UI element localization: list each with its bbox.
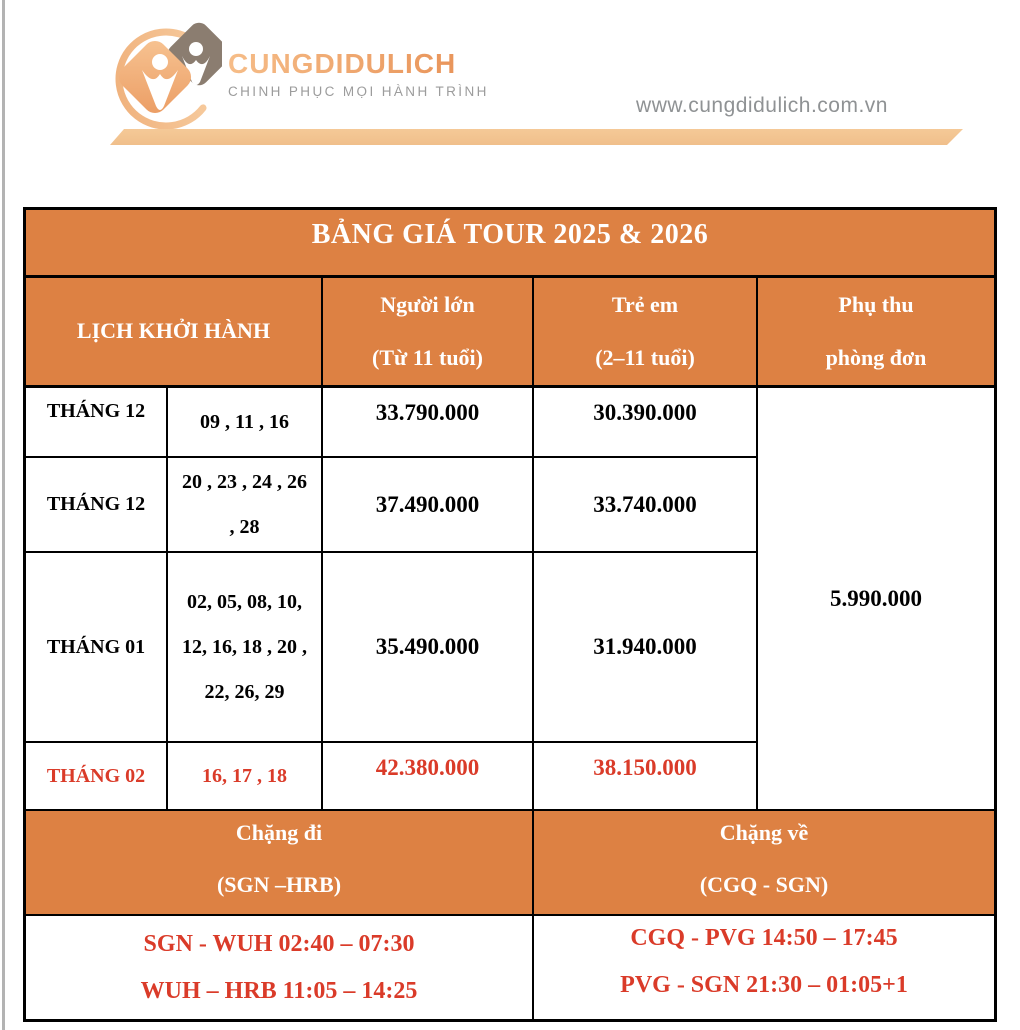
company-logo-icon [112,20,222,132]
row-dates: 02, 05, 08, 10, 12, 16, 18 , 20 , 22, 26, 29 [168,553,323,743]
outbound-title: Chặng đi [235,819,323,845]
flight-segment: WUH – HRB 11:05 – 14:25 [140,977,418,1004]
header-adult [323,278,534,388]
brand-tagline: CHINH PHỤC MỌI HÀNH TRÌNH [228,84,489,99]
row-adult-price: 37.490.000 [323,458,534,553]
surcharge-value: 5.990.000 [758,388,994,811]
brand-name: CUNGDIDULICH [228,48,489,80]
outbound-flights [26,916,534,1019]
header-child [534,278,758,388]
header-surcharge [758,278,994,388]
brand-block [228,48,489,99]
outbound-route: (SGN –HRB) [216,871,342,897]
letterhead [0,0,1020,170]
row-child-price: 31.940.000 [534,553,758,743]
header-child-line2: (2–11 tuổi) [595,344,695,370]
row-child-price-highlight: 38.150.000 [534,743,758,811]
row-month: THÁNG 12 [26,388,168,458]
letterhead-divider-bar [110,129,963,145]
inbound-flights [534,916,994,1019]
header-surcharge-line2: phòng đơn [825,344,927,370]
header-child-line1: Trẻ em [611,292,679,318]
inbound-title: Chặng về [719,819,809,845]
row-child-price: 33.740.000 [534,458,758,553]
tour-price-table [23,207,997,1022]
row-adult-price-highlight: 42.380.000 [323,743,534,811]
header-adult-line1: Người lớn [380,292,475,318]
header-surcharge-line1: Phụ thu [838,292,914,318]
flight-segment: PVG - SGN 21:30 – 01:05+1 [620,971,908,998]
flight-segment: CGQ - PVG 14:50 – 17:45 [630,924,898,951]
row-adult-price: 33.790.000 [323,388,534,458]
row-dates-highlight: 16, 17 , 18 [168,743,323,811]
row-month: THÁNG 01 [26,553,168,743]
row-month-highlight: THÁNG 02 [26,743,168,811]
row-adult-price: 35.490.000 [323,553,534,743]
row-month: THÁNG 12 [26,458,168,553]
row-dates: 20 , 23 , 24 , 26 , 28 [168,458,323,553]
table-title: BẢNG GIÁ TOUR 2025 & 2026 [26,210,994,278]
website-url: www.cungdidulich.com.vn [636,94,888,117]
row-dates: 09 , 11 , 16 [168,388,323,458]
inbound-header [534,811,994,916]
row-child-price: 30.390.000 [534,388,758,458]
flight-segment: SGN - WUH 02:40 – 07:30 [143,930,415,957]
header-schedule: LỊCH KHỞI HÀNH [26,278,323,388]
outbound-header [26,811,534,916]
header-adult-line2: (Từ 11 tuổi) [372,344,483,370]
inbound-route: (CGQ - SGN) [699,871,829,897]
